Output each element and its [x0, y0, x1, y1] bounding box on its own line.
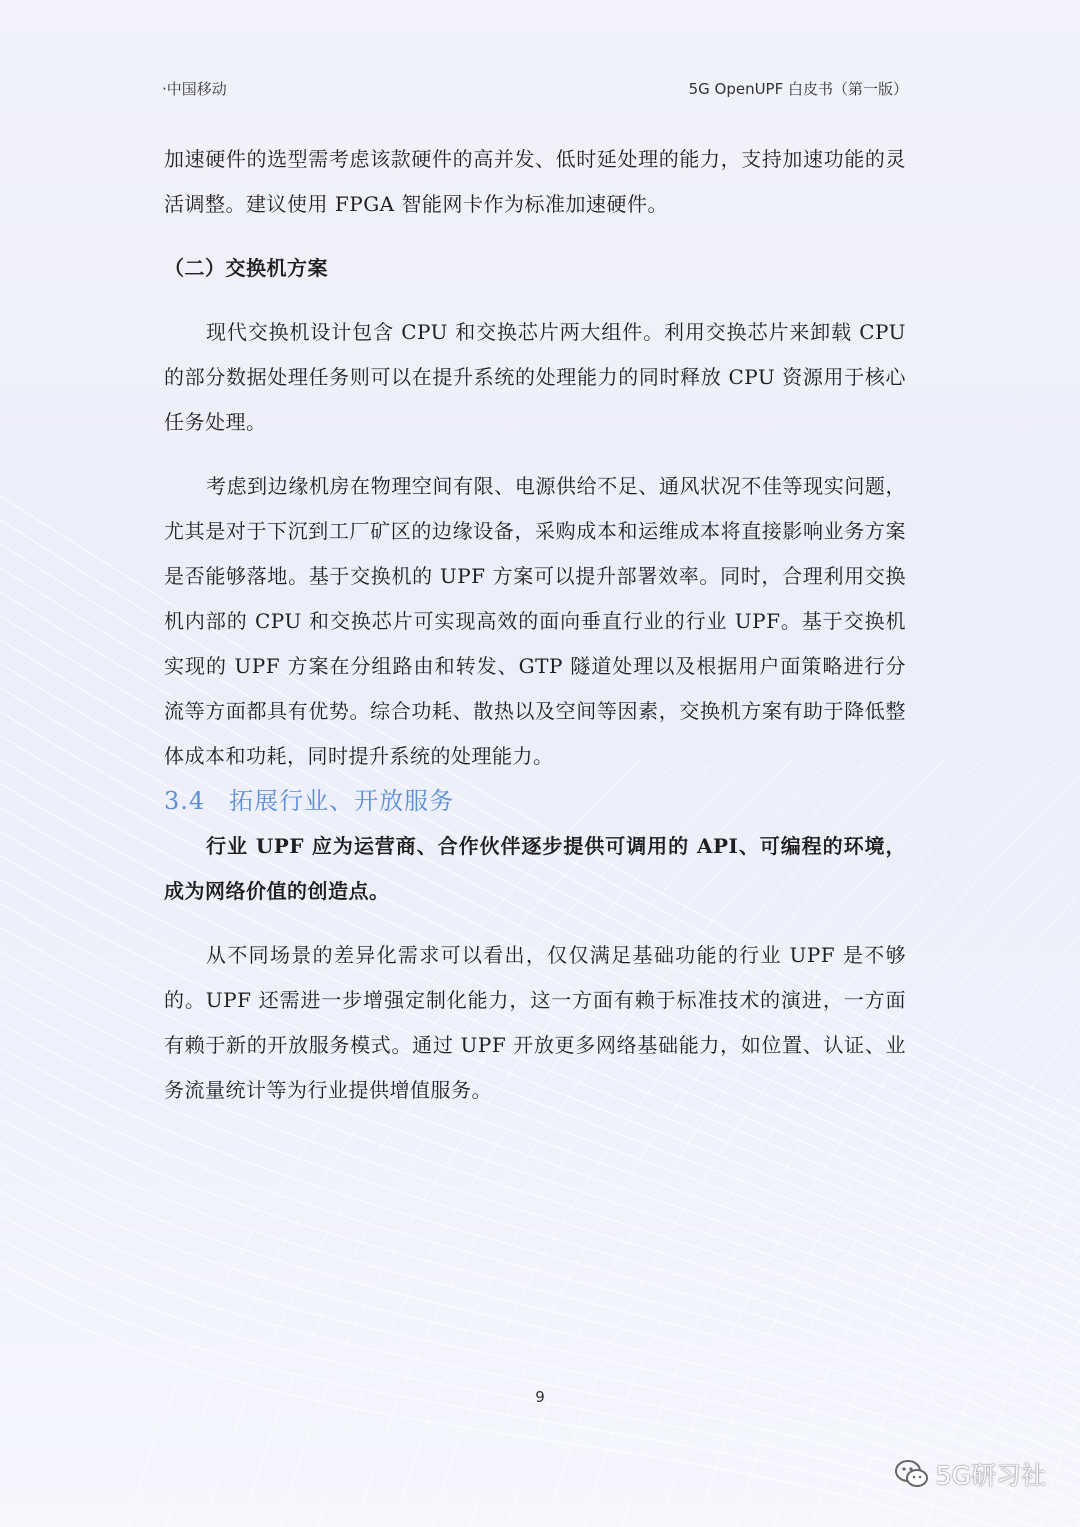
paragraph-switch-design: 现代交换机设计包含 CPU 和交换芯片两大组件。利用交换芯片来卸载 CPU 的部分数据处理任务则可以在提升系统的处理能力的同时释放 CPU 资源用于核心任务处理。 — [164, 320, 906, 434]
header-doc-title: 5G OpenUPF 白皮书（第一版） — [688, 80, 908, 98]
header-org: ·中国移动 — [162, 80, 227, 98]
watermark — [894, 1456, 1046, 1492]
paragraph-edge-considerations: 考虑到边缘机房在物理空间有限、电源供给不足、通风状况不佳等现实问题，尤其是对于下沉到工厂矿区的边缘设备，采购成本和运维成本将直接影响业务方案是否能够落地。基于交换机的 UPF 方案可以提升部署效率。同时，合理利用交换机内部的 CPU 和交换芯片可实现高效的面向垂直行业的行业 UPF。基于交换机实现的 UPF 方案在分组路由和转发、GTP 隧道处理以及根据用户面策略进行分流等方面都具有优势。综合功耗、散热以及空间等因素，交换机方案有助于降低整体成本和功耗，同时提升系统的处理能力。 — [164, 474, 906, 768]
section-number: 3.4 — [164, 787, 206, 815]
wechat-icon — [894, 1459, 930, 1489]
watermark-text: 5G研习社 — [935, 1461, 1046, 1490]
section-title: 拓展行业、开放服务 — [229, 787, 455, 815]
paragraph-open-services: 从不同场景的差异化需求可以看出，仅仅满足基础功能的行业 UPF 是不够的。UPF 还需进一步增强定制化能力，这一方面有赖于标准技术的演进，一方面有赖于新的开放服务模式。通过 UPF 开放更多网络基础能力，如位置、认证、业务流量统计等为行业提供增值服务。 — [164, 943, 906, 1102]
subheading-switch: （二）交换机方案 — [164, 256, 328, 280]
paragraph-key-statement: 行业 UPF 应为运营商、合作伙伴逐步提供可调用的 API、可编程的环境，成为网络价值的创造点。 — [164, 834, 906, 903]
page-number: 9 — [535, 1388, 545, 1406]
section-heading — [164, 779, 906, 824]
paragraph-acceleration: 加速硬件的选型需考虑该款硬件的高并发、低时延处理的能力，支持加速功能的灵活调整。建议使用 FPGA 智能网卡作为标准加速硬件。 — [164, 147, 906, 216]
page-content — [164, 137, 906, 1113]
